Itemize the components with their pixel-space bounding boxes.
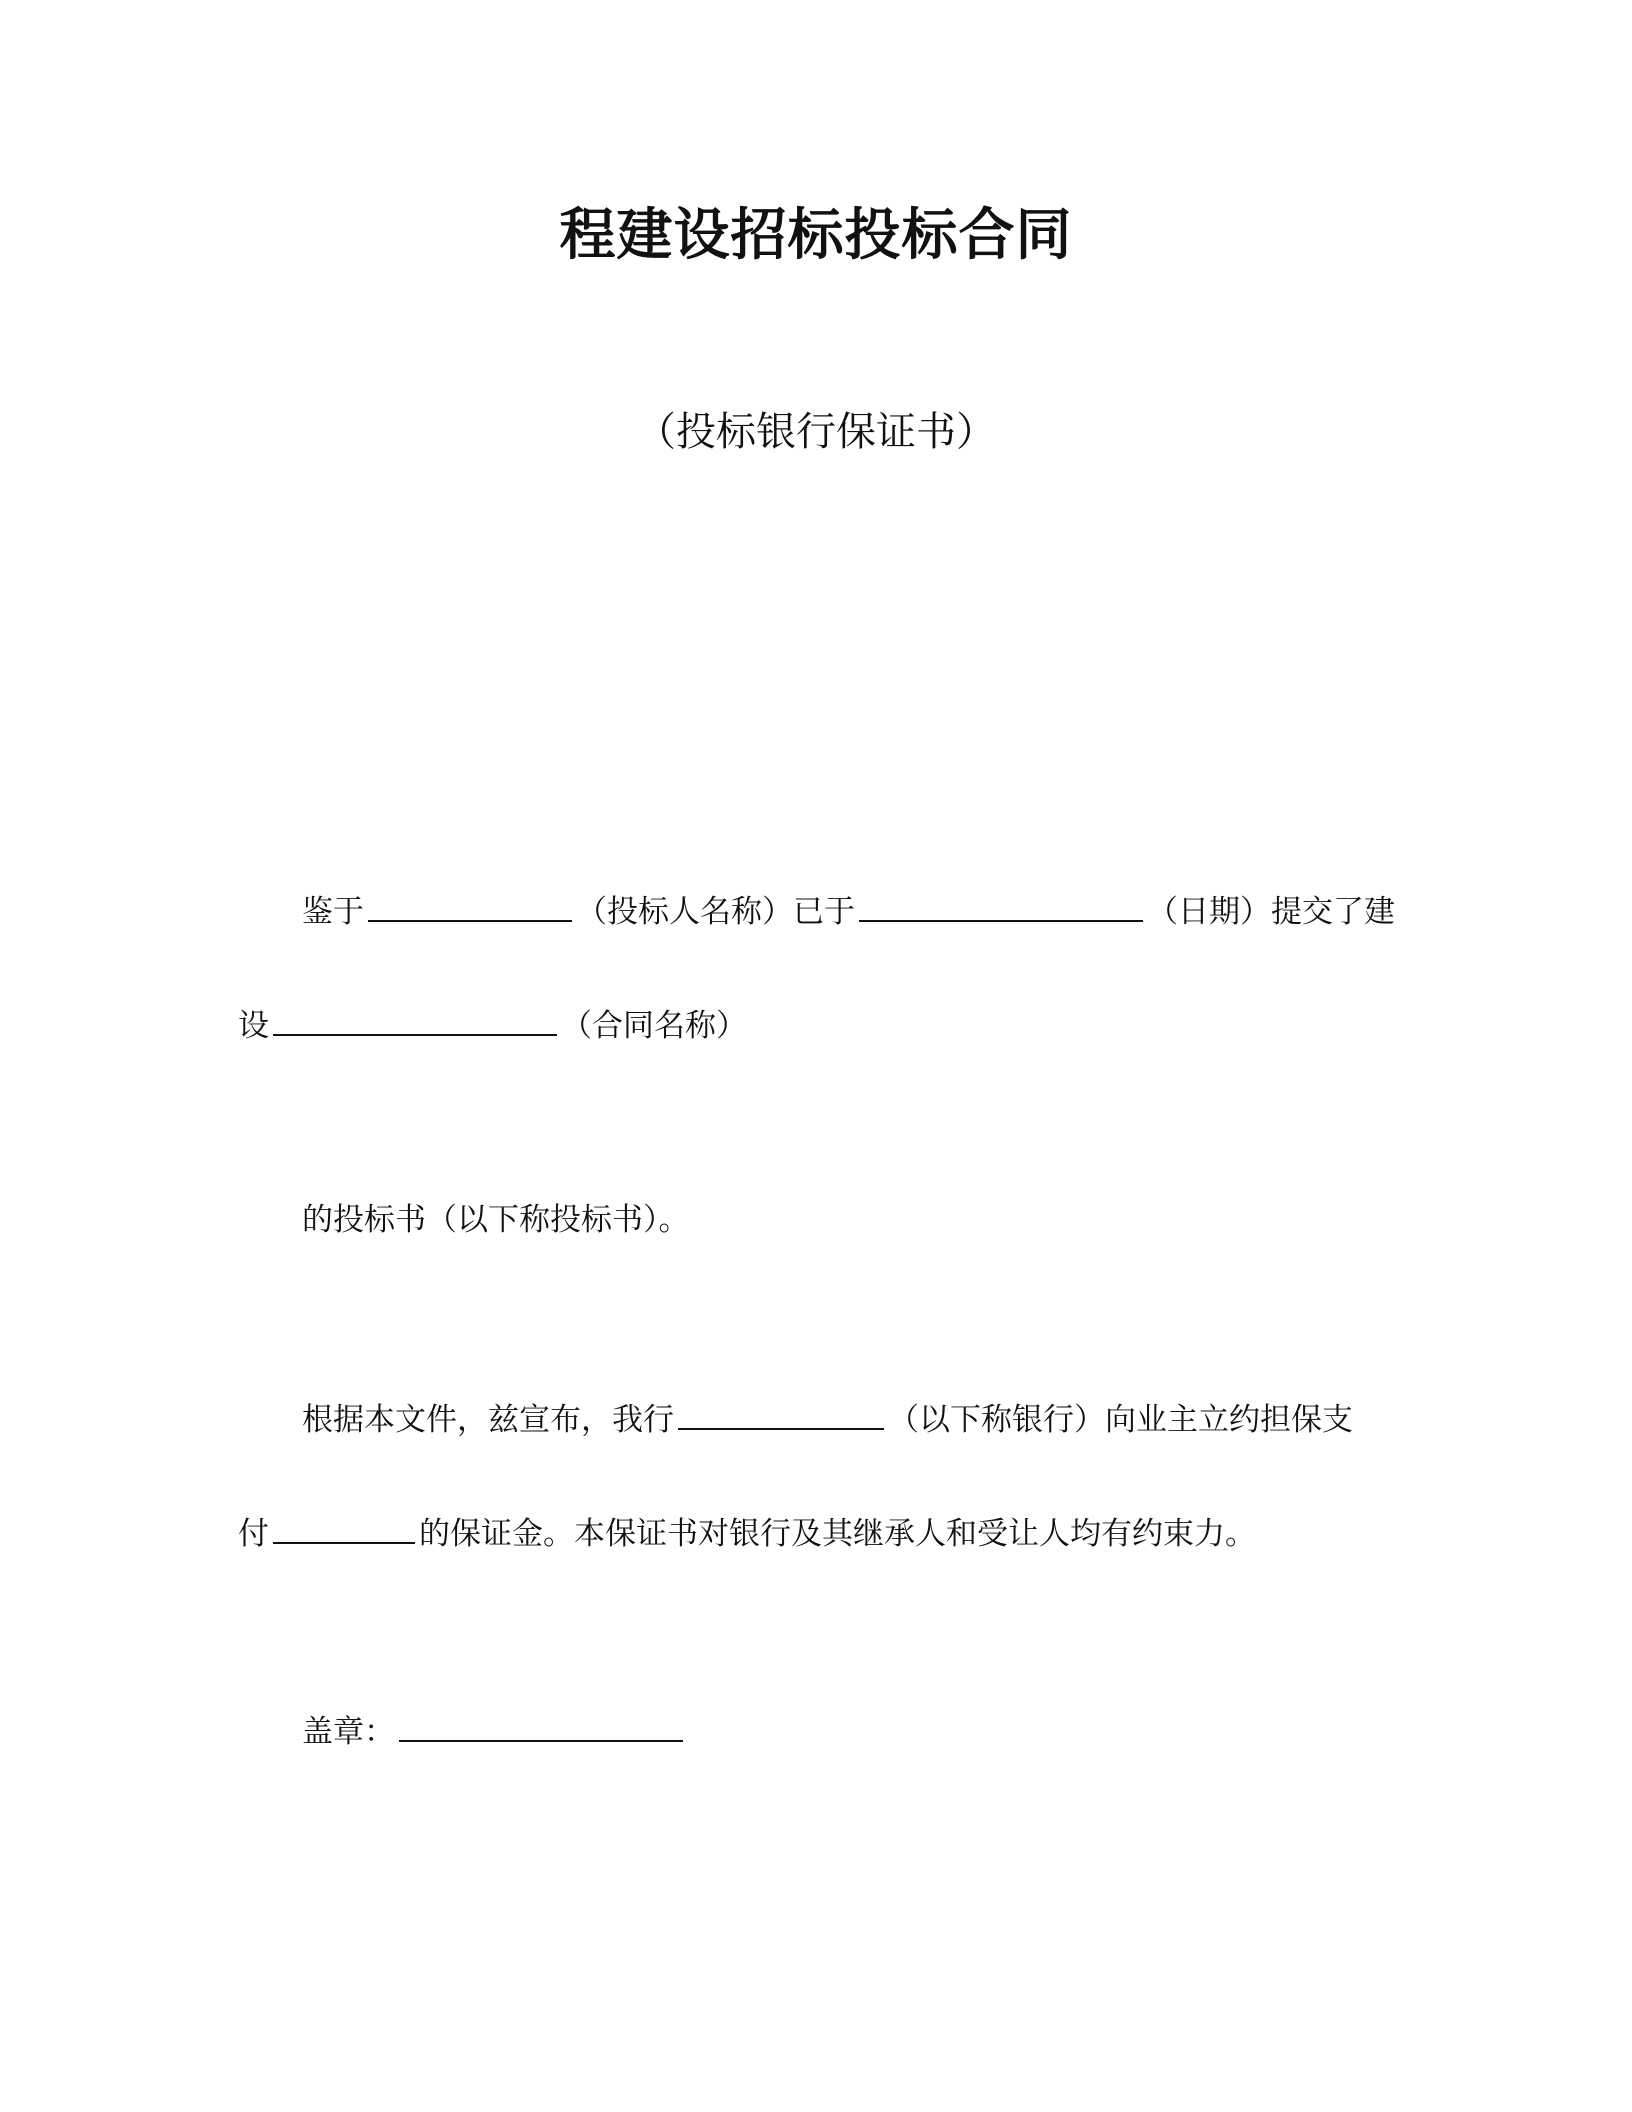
amount-blank [273,1508,415,1544]
text-segment: （合同名称） [561,1008,747,1044]
text-segment: 鉴于 [302,894,364,930]
text-segment: （以下称银行）向业主立约担保支 [888,1402,1353,1438]
bank-name-blank [678,1394,884,1430]
date-blank [859,886,1143,922]
text-segment: 付 [238,1516,269,1552]
contract-name-blank [273,1000,557,1036]
text-segment: （日期）提交了建 [1147,894,1395,930]
seal-label: 盖章： [302,1714,395,1750]
text-segment: 的投标书（以下称投标书）。 [302,1202,690,1238]
document-subtitle: （投标银行保证书） [636,409,996,455]
bidder-name-blank [368,886,572,922]
seal-blank [399,1706,683,1742]
text-segment: 的保证金。本保证书对银行及其继承人和受让人均有约束力。 [419,1516,1256,1552]
document-title: 程建设招标投标合同 [559,203,1073,268]
paragraph-line-2 [238,1000,747,1048]
paragraph-line-5 [238,1508,1256,1556]
paragraph-line-4 [302,1394,1353,1442]
paragraph-line-1 [302,886,1395,934]
seal-line [302,1706,687,1754]
text-segment: 根据本文件，兹宣布，我行 [302,1402,674,1438]
text-segment: （投标人名称）已于 [576,894,855,930]
paragraph-line-3 [302,1198,690,1242]
text-segment: 设 [238,1008,269,1044]
